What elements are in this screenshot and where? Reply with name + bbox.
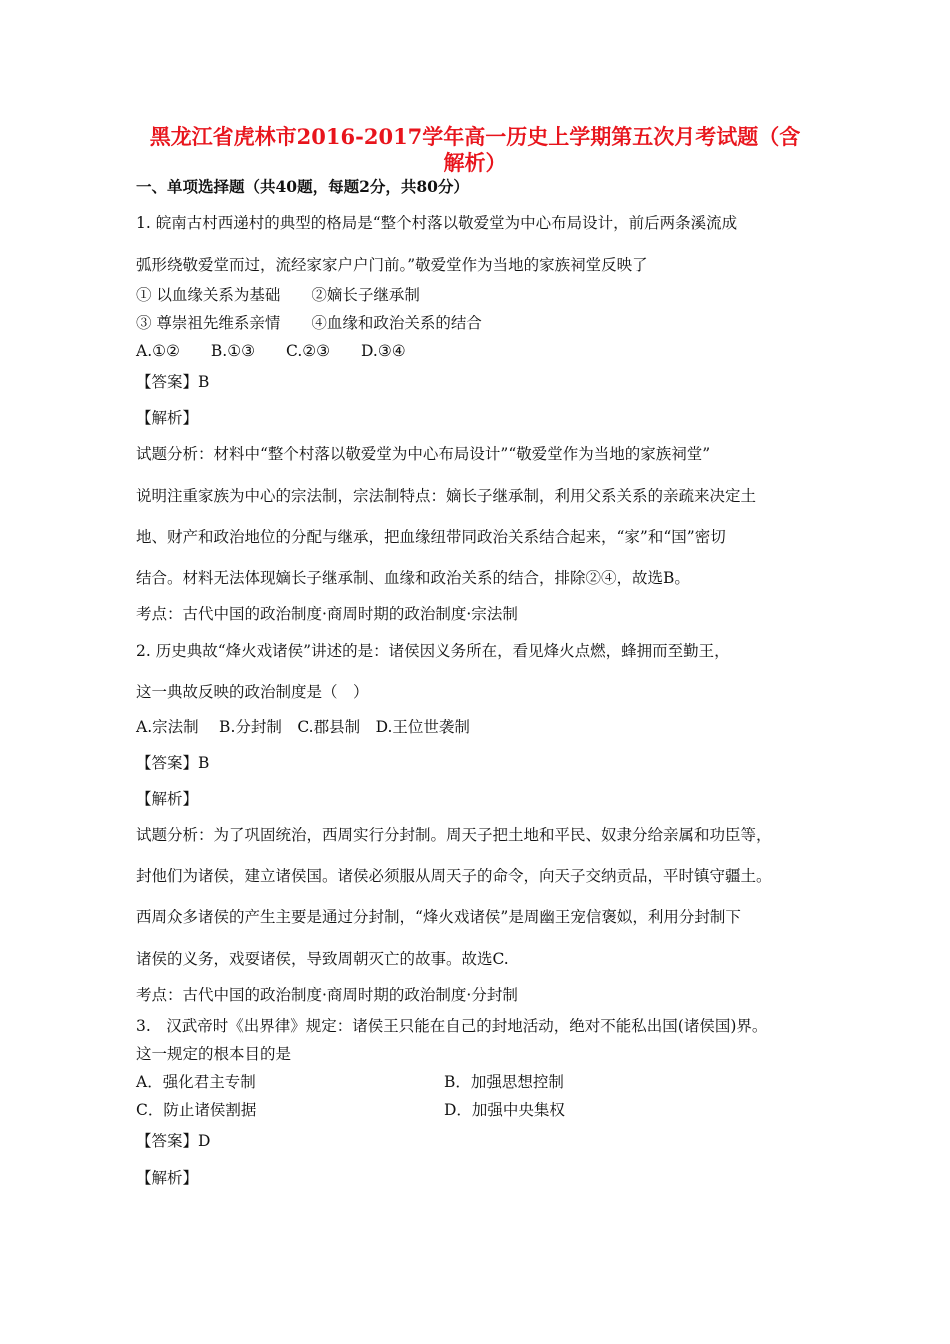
q2-stem-line2: 这一典故反映的政治制度是（ ） bbox=[136, 683, 369, 701]
q3-answer: 【答案】D bbox=[136, 1132, 211, 1150]
document-title-line2: 解析） bbox=[443, 150, 507, 175]
q3-option-d: D．加强中央集权 bbox=[444, 1101, 565, 1119]
q1-answer: 【答案】B bbox=[136, 373, 210, 391]
q2-analysis-heading: 【解析】 bbox=[136, 790, 199, 808]
q2-knowledge-point: 考点：古代中国的政治制度·商周时期的政治制度·分封制 bbox=[136, 986, 518, 1004]
q3-stem-line1: 3. 汉武帝时《出界律》规定：诸侯王只能在自己的封地活动，绝对不能私出国(诸侯国)界。 bbox=[136, 1017, 768, 1035]
section-heading: 一、单项选择题（共40题，每题2分，共80分） bbox=[136, 177, 469, 196]
q2-options: A.宗法制 B.分封制 C.郡县制 D.王位世袭制 bbox=[136, 718, 470, 736]
q3-option-b: B．加强思想控制 bbox=[444, 1073, 564, 1091]
q1-analysis-line2: 说明注重家族为中心的宗法制，宗法制特点：嫡长子继承制，利用父系关系的亲疏来决定土 bbox=[136, 487, 757, 505]
q1-analysis-heading: 【解析】 bbox=[136, 409, 199, 427]
q3-option-a: A．强化君主专制 bbox=[136, 1073, 256, 1091]
q3-option-c: C．防止诸侯割据 bbox=[136, 1101, 257, 1119]
q2-answer: 【答案】B bbox=[136, 754, 210, 772]
q1-stem-line2: 弧形绕敬爱堂而过，流经家家户户门前。”敬爱堂作为当地的家族祠堂反映了 bbox=[136, 256, 648, 274]
q2-analysis-line4: 诸侯的义务，戏耍诸侯，导致周朝灭亡的故事。故选C. bbox=[136, 950, 509, 968]
q3-analysis-heading: 【解析】 bbox=[136, 1169, 199, 1187]
q2-analysis-line2: 封他们为诸侯，建立诸侯国。诸侯必须服从周天子的命令，向天子交纳贡品，平时镇守疆土。 bbox=[136, 867, 772, 885]
q1-analysis-line3: 地、财产和政治地位的分配与继承，把血缘纽带同政治关系结合起来，“家”和“国”密切 bbox=[136, 528, 726, 546]
q1-items-line2: ③ 尊崇祖先维系亲情 ④血缘和政治关系的结合 bbox=[136, 314, 482, 332]
q2-stem-line1: 2. 历史典故“烽火戏诸侯”讲述的是：诸侯因义务所在，看见烽火点燃，蜂拥而至勤王， bbox=[136, 642, 730, 660]
q1-options: A.①② B.①③ C.②③ D.③④ bbox=[136, 342, 406, 360]
q1-items-line1: ① 以血缘关系为基础 ②嫡长子继承制 bbox=[136, 286, 420, 304]
q1-analysis-line4: 结合。材料无法体现嫡长子继承制、血缘和政治关系的结合，排除②④，故选B。 bbox=[136, 569, 690, 587]
q1-knowledge-point: 考点：古代中国的政治制度·商周时期的政治制度·宗法制 bbox=[136, 605, 518, 623]
q1-stem-line1: 1. 皖南古村西递村的典型的格局是“整个村落以敬爱堂为中心布局设计，前后两条溪流成 bbox=[136, 214, 738, 232]
q2-analysis-line3: 西周众多诸侯的产生主要是通过分封制，“烽火戏诸侯”是周幽王宠信褒姒，利用分封制下 bbox=[136, 908, 741, 926]
q1-analysis-line1: 试题分析：材料中“整个村落以敬爱堂为中心布局设计”“敬爱堂作为当地的家族祠堂” bbox=[136, 445, 711, 463]
q2-analysis-line1: 试题分析：为了巩固统治，西周实行分封制。周天子把土地和平民、奴隶分给亲属和功臣等， bbox=[136, 826, 772, 844]
document-title-line1: 黑龙江省虎林市2016-2017学年高一历史上学期第五次月考试题（含 bbox=[149, 124, 801, 149]
q3-stem-line2: 这一规定的根本目的是 bbox=[136, 1045, 292, 1063]
